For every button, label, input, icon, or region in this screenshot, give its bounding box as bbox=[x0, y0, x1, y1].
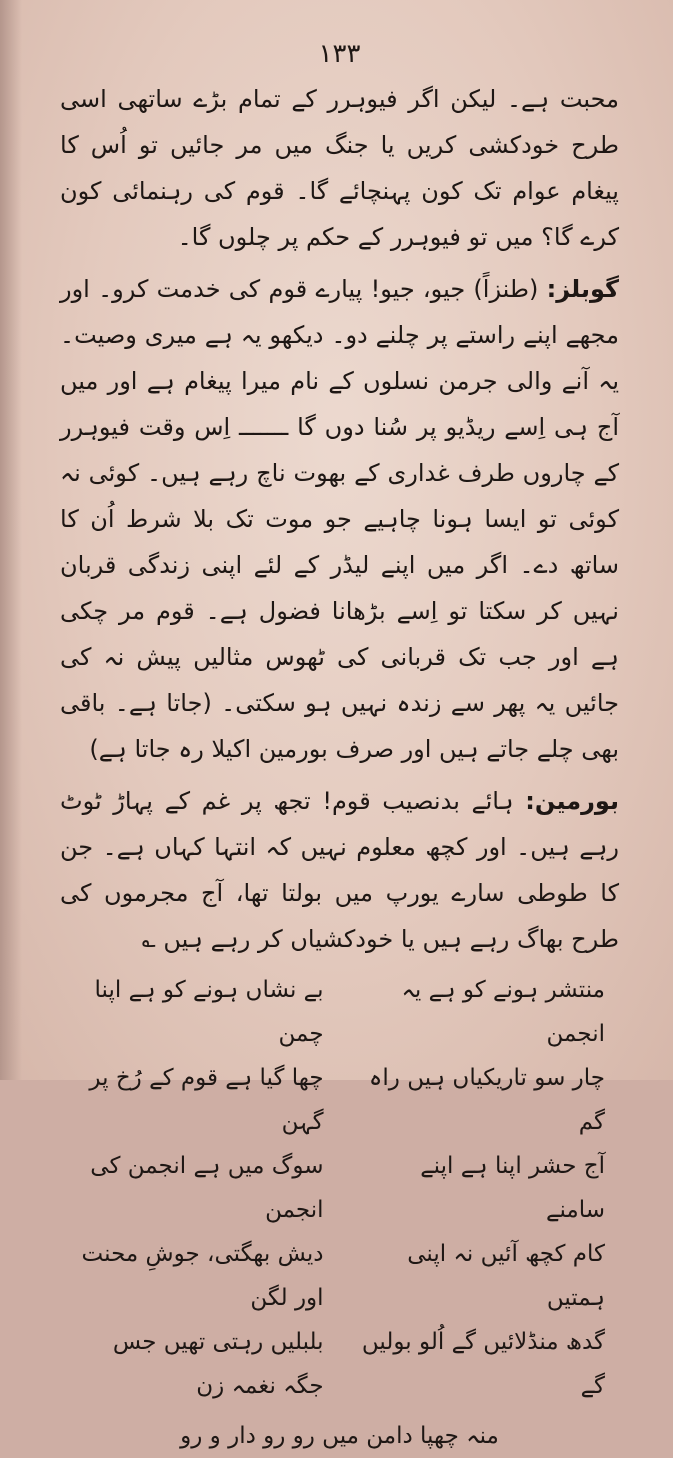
poem-line: کام کچھ آئیں نہ اپنی ہمتیں bbox=[407, 1241, 605, 1311]
poem-line: سوگ میں ہے انجمن کی انجمن bbox=[90, 1153, 324, 1223]
poem bbox=[60, 968, 619, 1408]
speaker-name: بورمین: bbox=[525, 787, 619, 815]
poem-couplet bbox=[60, 1232, 619, 1320]
poem-couplet bbox=[60, 1056, 619, 1144]
poem-line: گدھ منڈلائیں گے اُلو بولیں گے bbox=[361, 1329, 605, 1399]
paragraph-2 bbox=[60, 266, 619, 772]
poem-couplet bbox=[60, 1144, 619, 1232]
paragraph-3 bbox=[60, 778, 619, 962]
speaker-name: گوبلز: bbox=[546, 275, 619, 303]
page-number: ۱۳۳ bbox=[318, 39, 361, 69]
poem-line: بے نشاں ہونے کو ہے اپنا چمن bbox=[94, 977, 324, 1047]
poem-line: منتشر ہونے کو ہے یہ انجمن bbox=[401, 977, 605, 1047]
paragraph-text: (طنزاً) جیو، جیو! پیارے قوم کی خدمت کرو۔ اور مجھے اپنے راستے پر چلنے دو۔ دیکھو یہ ہے میری وصیت۔ یہ آنے والی جرمن نسلوں کے نام میرا پیغام ہے اور میں آج ہی اِسے ریڈیو پر سُنا دوں گا ـــــــ اِس وقت فیوہرر کے چاروں طرف غداری کے بھوت ناچ رہے ہیں۔ کوئی نہ کوئی تو ایسا ہونا چاہیے جو موت تک بلا شرط اُن کا ساتھ دے۔ اگر میں اپنے لیڈر کے لئے اپنی زندگی قربان نہیں کر سکتا تو اِسے بڑھانا فضول ہے۔ قوم مر چکی ہے اور جب تک قربانی کی ٹھوس مثالیں پیش نہ کی جائیں یہ پھر سے زندہ نہیں ہو سکتی۔ (جاتا ہے۔ باقی بھی چلے جاتے ہیں اور صرف بورمین اکیلا رہ جاتا ہے) bbox=[60, 275, 619, 763]
prose-body bbox=[60, 76, 619, 962]
paragraph-text: محبت ہے۔ لیکن اگر فیوہرر کے تمام بڑے ساتھی اسی طرح خودکشی کریں یا جنگ میں مر جائیں تو اُس کا پیغام عوام تک کون پہنچائے گا۔ قوم کی رہنمائی کون کرے گا؟ میں تو فیوہرر کے حکم پر چلوں گا۔ bbox=[60, 85, 619, 251]
poem-line: چار سو تاریکیاں ہیں راہ گم bbox=[368, 1065, 605, 1135]
poem-couplet bbox=[60, 968, 619, 1056]
poem-line: آج حشر اپنا ہے اپنے سامنے bbox=[420, 1153, 605, 1223]
paragraph-text: ہائے بدنصیب قوم! تجھ پر غم کے پہاڑ ٹوٹ رہے ہیں۔ اور کچھ معلوم نہیں کہ انتہا کہاں ہے۔ جن کا طوطی سارے یورپ میں بولتا تھا، آج مجرموں کی طرح بھاگ رہے ہیں یا خودکشیاں کر رہے ہیں ؎ bbox=[60, 787, 619, 953]
poem-closing-line: منہ چھپا دامن میں رو رو دار و رو bbox=[180, 1423, 499, 1449]
poem-line: بلبلیں رہتی تھیں جس جگہ نغمہ زن bbox=[112, 1329, 324, 1399]
poem-line: دیش بھگتی، جوشِ محنت اور لگن bbox=[81, 1241, 324, 1311]
poem-couplet bbox=[60, 1320, 619, 1408]
paragraph-1 bbox=[60, 76, 619, 260]
poem-line: چھا گیا ہے قوم کے رُخ پر گہن bbox=[89, 1065, 324, 1135]
